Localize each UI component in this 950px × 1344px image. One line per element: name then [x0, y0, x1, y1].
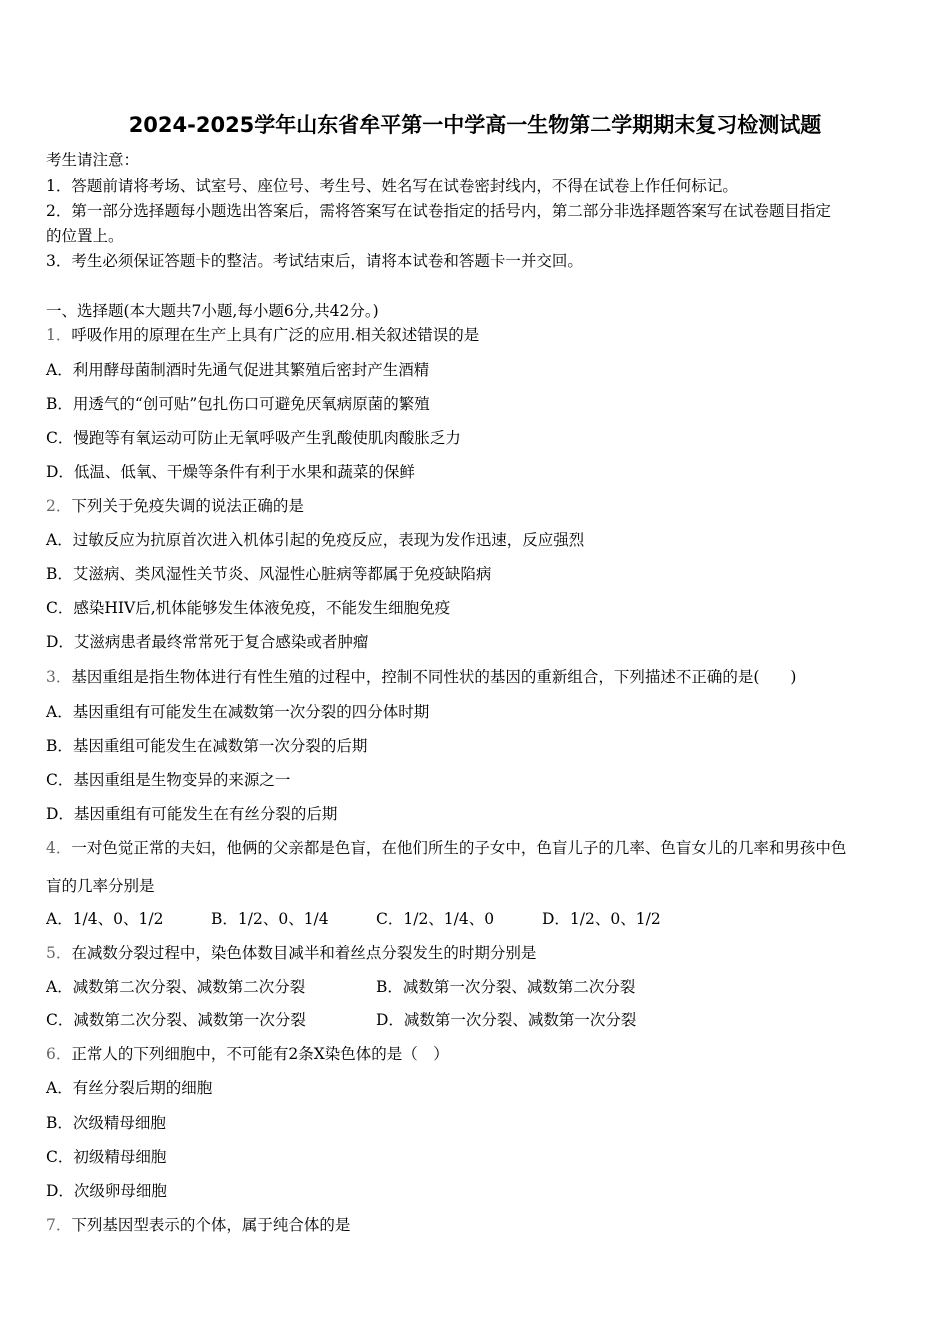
option: A．过敏反应为抗原首次进入机体引起的免疫反应，表现为发作迅速，反应强烈	[46, 531, 585, 549]
question-number: 4．	[46, 839, 72, 857]
option: C．感染HIV后,机体能够发生体液免疫，不能发生细胞免疫	[46, 599, 451, 617]
page-title: 2024-2025学年山东省牟平第一中学高一生物第二学期期末复习检测试题	[128, 113, 822, 137]
question-3	[46, 667, 796, 687]
option: A．减数第二次分裂、减数第二次分裂	[46, 978, 306, 996]
option: B．1/2、0、1/4	[211, 910, 329, 928]
question-number: 6．	[46, 1045, 72, 1063]
question-text: 下列基因型表示的个体，属于纯合体的是	[71, 1216, 351, 1234]
option: B．次级精母细胞	[46, 1114, 166, 1132]
option: D．1/2、0、1/2	[542, 910, 661, 928]
notice-heading: 考生请注意：	[46, 151, 140, 169]
option: C．1/2、1/4、0	[376, 910, 495, 928]
option: C．基因重组是生物变异的来源之一	[46, 771, 291, 789]
question-1	[46, 325, 479, 345]
question-text: 基因重组是指生物体进行有性生殖的过程中，控制不同性状的基因的重新组合，下列描述不正确的是( )	[71, 668, 797, 686]
option: B．减数第一次分裂、减数第二次分裂	[376, 978, 636, 996]
question-2	[46, 496, 304, 516]
notice-item: 2．第一部分选择题每小题选出答案后，需将答案写在试卷指定的括号内，第二部分非选择题答案写在试卷题目指定	[46, 202, 831, 220]
notice-item: 1．答题前请将考场、试室号、座位号、考生号、姓名写在试卷密封线内，不得在试卷上作任何标记。	[46, 177, 738, 195]
question-text: 一对色觉正常的夫妇，他俩的父亲都是色盲，在他们所生的子女中，色盲儿子的几率、色盲女儿的几率和男孩中色	[71, 839, 847, 857]
option: A．有丝分裂后期的细胞	[46, 1079, 213, 1097]
question-number: 2．	[46, 497, 72, 515]
question-number: 5．	[46, 944, 72, 962]
option: D．艾滋病患者最终常常死于复合感染或者肿瘤	[46, 633, 369, 651]
option: A．1/4、0、1/2	[46, 910, 164, 928]
option: D．基因重组有可能发生在有丝分裂的后期	[46, 805, 338, 823]
question-text: 下列关于免疫失调的说法正确的是	[71, 497, 304, 515]
option: C．减数第二次分裂、减数第一次分裂	[46, 1011, 306, 1029]
question-5	[46, 943, 536, 963]
option: B．用透气的“创可贴”包扎伤口可避免厌氧病原菌的繁殖	[46, 395, 430, 413]
option: B．艾滋病、类风湿性关节炎、风湿性心脏病等都属于免疫缺陷病	[46, 565, 492, 583]
question-number: 1．	[46, 326, 72, 344]
option: C．初级精母细胞	[46, 1148, 167, 1166]
question-text-continued: 盲的几率分别是	[46, 877, 155, 895]
question-7	[46, 1215, 350, 1235]
question-text: 正常人的下列细胞中，不可能有2条X染色体的是（ ）	[71, 1045, 449, 1063]
option: A．基因重组有可能发生在减数第一次分裂的四分体时期	[46, 703, 430, 721]
notice-item: 3．考生必须保证答题卡的整洁。考试结束后，请将本试卷和答题卡一并交回。	[46, 252, 583, 270]
question-number: 7．	[46, 1216, 72, 1234]
option: B．基因重组可能发生在减数第一次分裂的后期	[46, 737, 368, 755]
question-6	[46, 1044, 449, 1064]
option: D．次级卵母细胞	[46, 1182, 167, 1200]
option: A．利用酵母菌制酒时先通气促进其繁殖后密封产生酒精	[46, 361, 430, 379]
question-text: 在减数分裂过程中，染色体数目减半和着丝点分裂发生的时期分别是	[71, 944, 537, 962]
section-heading: 一、选择题(本大题共7小题,每小题6分,共42分。)	[46, 302, 379, 320]
option: D．减数第一次分裂、减数第一次分裂	[376, 1011, 637, 1029]
question-text: 呼吸作用的原理在生产上具有广泛的应用.相关叙述错误的是	[71, 326, 480, 344]
question-4	[46, 838, 846, 858]
option: C．慢跑等有氧运动可防止无氧呼吸产生乳酸使肌肉酸胀乏力	[46, 429, 461, 447]
notice-item: 的位置上。	[46, 227, 124, 245]
option: D．低温、低氧、干燥等条件有利于水果和蔬菜的保鲜	[46, 463, 415, 481]
question-number: 3．	[46, 668, 72, 686]
